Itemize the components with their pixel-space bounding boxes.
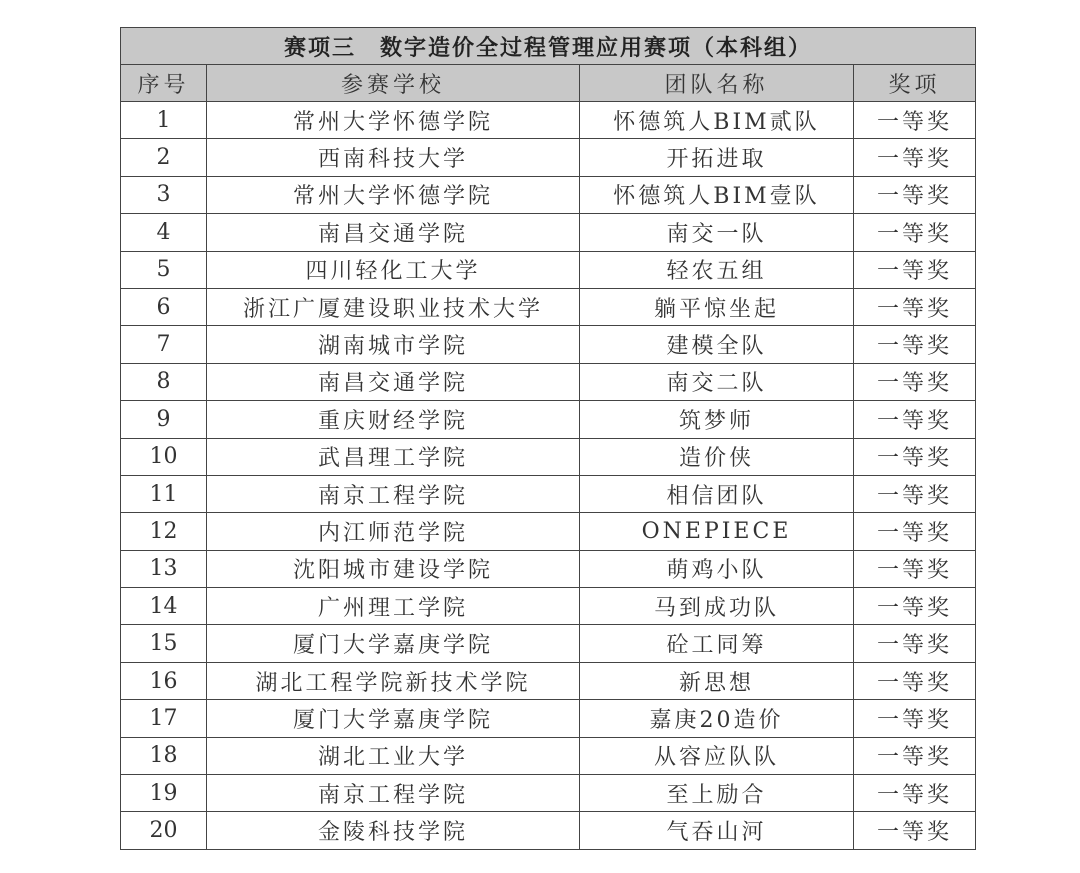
- row-team: 造价侠: [580, 438, 854, 475]
- row-school: 广州理工学院: [207, 588, 580, 625]
- row-number: 3: [121, 176, 207, 213]
- row-number: 16: [121, 662, 207, 699]
- row-number: 9: [121, 401, 207, 438]
- table-row: [121, 363, 976, 400]
- row-award: 一等奖: [854, 550, 976, 587]
- table-row: [121, 251, 976, 288]
- row-team: 至上励合: [580, 775, 854, 812]
- row-team: 相信团队: [580, 475, 854, 512]
- row-team: 从容应队队: [580, 737, 854, 774]
- row-number: 10: [121, 438, 207, 475]
- row-school: 内江师范学院: [207, 513, 580, 550]
- row-team: 躺平惊坐起: [580, 288, 854, 325]
- row-award: 一等奖: [854, 326, 976, 363]
- header-school: 参赛学校: [207, 65, 580, 102]
- row-number: 2: [121, 139, 207, 176]
- row-team: 开拓进取: [580, 139, 854, 176]
- row-award: 一等奖: [854, 251, 976, 288]
- row-team: 萌鸡小队: [580, 550, 854, 587]
- row-team: 南交二队: [580, 363, 854, 400]
- row-number: 12: [121, 513, 207, 550]
- row-number: 11: [121, 475, 207, 512]
- row-award: 一等奖: [854, 176, 976, 213]
- row-award: 一等奖: [854, 775, 976, 812]
- row-school: 四川轻化工大学: [207, 251, 580, 288]
- row-school: 南京工程学院: [207, 775, 580, 812]
- table-row: [121, 737, 976, 774]
- header-team: 团队名称: [580, 65, 854, 102]
- table-row: [121, 775, 976, 812]
- row-school: 南昌交通学院: [207, 214, 580, 251]
- row-school: 常州大学怀德学院: [207, 102, 580, 139]
- row-school: 南昌交通学院: [207, 363, 580, 400]
- row-team: 南交一队: [580, 214, 854, 251]
- row-award: 一等奖: [854, 700, 976, 737]
- row-award: 一等奖: [854, 737, 976, 774]
- row-number: 15: [121, 625, 207, 662]
- row-school: 西南科技大学: [207, 139, 580, 176]
- row-award: 一等奖: [854, 662, 976, 699]
- table-row: [121, 588, 976, 625]
- row-number: 17: [121, 700, 207, 737]
- row-school: 沈阳城市建设学院: [207, 550, 580, 587]
- row-team: 怀德筑人BIM壹队: [580, 176, 854, 213]
- table-row: [121, 139, 976, 176]
- table-row: [121, 214, 976, 251]
- awards-table: [120, 27, 976, 850]
- row-school: 厦门大学嘉庚学院: [207, 700, 580, 737]
- row-number: 14: [121, 588, 207, 625]
- row-school: 南京工程学院: [207, 475, 580, 512]
- row-award: 一等奖: [854, 475, 976, 512]
- row-award: 一等奖: [854, 625, 976, 662]
- table-body: [121, 102, 976, 850]
- row-school: 湖北工业大学: [207, 737, 580, 774]
- row-team: 筑梦师: [580, 401, 854, 438]
- row-team: 砼工同筹: [580, 625, 854, 662]
- row-school: 湖南城市学院: [207, 326, 580, 363]
- row-number: 19: [121, 775, 207, 812]
- row-team: 气吞山河: [580, 812, 854, 849]
- row-award: 一等奖: [854, 588, 976, 625]
- table-row: [121, 326, 976, 363]
- row-school: 武昌理工学院: [207, 438, 580, 475]
- row-school: 厦门大学嘉庚学院: [207, 625, 580, 662]
- row-number: 13: [121, 550, 207, 587]
- row-school: 浙江广厦建设职业技术大学: [207, 288, 580, 325]
- row-team: 新思想: [580, 662, 854, 699]
- awards-sheet: [120, 27, 975, 850]
- row-award: 一等奖: [854, 288, 976, 325]
- table-row: [121, 475, 976, 512]
- row-school: 重庆财经学院: [207, 401, 580, 438]
- row-number: 7: [121, 326, 207, 363]
- table-row: [121, 700, 976, 737]
- table-row: [121, 102, 976, 139]
- row-award: 一等奖: [854, 401, 976, 438]
- row-team: 轻农五组: [580, 251, 854, 288]
- table-row: [121, 662, 976, 699]
- table-row: [121, 812, 976, 849]
- row-award: 一等奖: [854, 438, 976, 475]
- row-award: 一等奖: [854, 214, 976, 251]
- table-row: [121, 176, 976, 213]
- row-number: 4: [121, 214, 207, 251]
- row-number: 1: [121, 102, 207, 139]
- row-award: 一等奖: [854, 513, 976, 550]
- row-school: 金陵科技学院: [207, 812, 580, 849]
- row-number: 20: [121, 812, 207, 849]
- row-award: 一等奖: [854, 139, 976, 176]
- table-row: [121, 288, 976, 325]
- row-award: 一等奖: [854, 812, 976, 849]
- row-team: 怀德筑人BIM贰队: [580, 102, 854, 139]
- table-row: [121, 438, 976, 475]
- row-school: 湖北工程学院新技术学院: [207, 662, 580, 699]
- row-award: 一等奖: [854, 102, 976, 139]
- table-row: [121, 550, 976, 587]
- row-school: 常州大学怀德学院: [207, 176, 580, 213]
- row-team: 马到成功队: [580, 588, 854, 625]
- header-award: 奖项: [854, 65, 976, 102]
- table-row: [121, 625, 976, 662]
- row-team: 建模全队: [580, 326, 854, 363]
- row-award: 一等奖: [854, 363, 976, 400]
- table-row: [121, 401, 976, 438]
- table-title-row: [121, 28, 976, 65]
- row-number: 6: [121, 288, 207, 325]
- table-header-row: [121, 65, 976, 102]
- row-number: 18: [121, 737, 207, 774]
- table-row: [121, 513, 976, 550]
- row-number: 8: [121, 363, 207, 400]
- row-team: ONEPIECE: [580, 513, 854, 550]
- table-title: 赛项三 数字造价全过程管理应用赛项（本科组）: [121, 28, 976, 65]
- row-team: 嘉庚20造价: [580, 700, 854, 737]
- row-number: 5: [121, 251, 207, 288]
- header-number: 序号: [121, 65, 207, 102]
